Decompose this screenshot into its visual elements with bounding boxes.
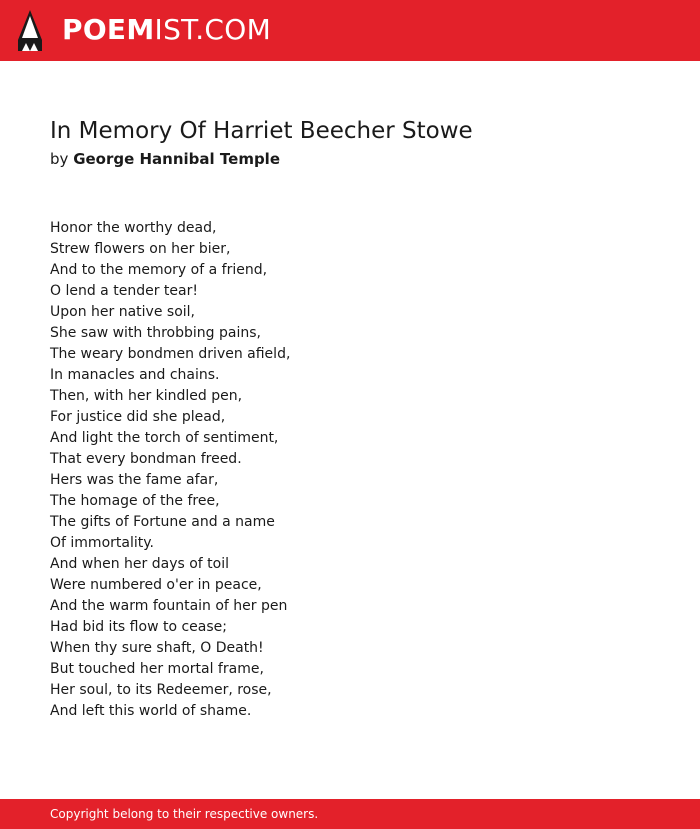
poem-line: The homage of the free,: [50, 493, 220, 509]
poem-line: Strew flowers on her bier,: [50, 241, 231, 257]
poem-line: For justice did she plead,: [50, 409, 226, 425]
poem-line: But touched her mortal frame,: [50, 661, 264, 677]
poem-line: Then, with her kindled pen,: [50, 388, 243, 404]
site-footer: [0, 799, 700, 829]
pencil-icon[interactable]: [18, 10, 42, 51]
poem-line: The gifts of Fortune and a name: [50, 514, 275, 530]
poem-line: Her soul, to its Redeemer, rose,: [50, 682, 272, 698]
logo-light-text: IST.COM: [154, 13, 272, 46]
poem-line: Of immortality.: [50, 535, 154, 551]
poem-line: The weary bondmen driven afield,: [50, 346, 291, 362]
poem-line: Honor the worthy dead,: [50, 220, 217, 236]
poem-line: Had bid its flow to cease;: [50, 619, 227, 635]
poem-line: And when her days of toil: [50, 556, 230, 572]
poem-line: In manacles and chains.: [50, 367, 220, 383]
author-name: George Hannibal Temple: [73, 150, 281, 168]
poem-title: In Memory Of Harriet Beecher Stowe: [50, 118, 473, 144]
logo-bold-text: POEM: [62, 13, 155, 46]
poem-line: O lend a tender tear!: [50, 283, 198, 299]
site-header: [0, 0, 700, 61]
copyright-text: Copyright belong to their respective owners.: [50, 807, 319, 821]
poem-line: And left this world of shame.: [50, 703, 252, 719]
poem-line: And light the torch of sentiment,: [50, 430, 279, 446]
poem-line: That every bondman freed.: [50, 451, 242, 467]
poem-line: Hers was the fame afar,: [50, 472, 219, 488]
poem-line: And the warm fountain of her pen: [50, 598, 288, 614]
byline: [50, 148, 280, 170]
poem-line: And to the memory of a friend,: [50, 262, 268, 278]
by-label: by: [50, 150, 69, 168]
poem-line: Upon her native soil,: [50, 304, 195, 320]
poem-line: Were numbered o'er in peace,: [50, 577, 262, 593]
poem-line: When thy sure shaft, O Death!: [50, 640, 264, 656]
poem-line: She saw with throbbing pains,: [50, 325, 261, 341]
poem-body: [50, 218, 290, 722]
site-logo[interactable]: [62, 10, 271, 50]
